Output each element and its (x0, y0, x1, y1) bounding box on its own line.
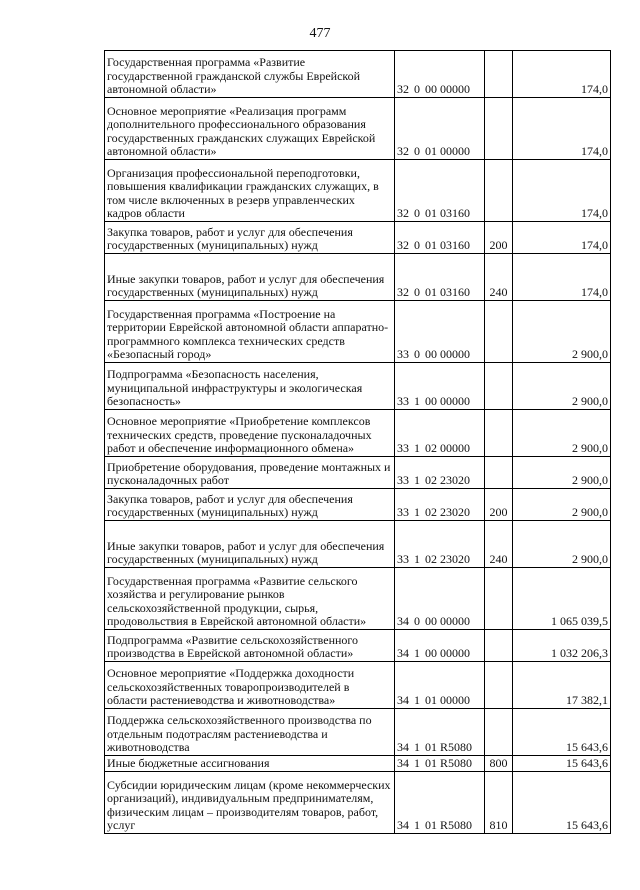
code-part: 1 (414, 756, 420, 771)
row-amount-cell: 2 900,0 (513, 457, 611, 489)
row-code-cell (395, 301, 485, 363)
code-part: 23020 (440, 473, 470, 488)
budget-table-body (105, 51, 611, 834)
page-number: 477 (309, 26, 331, 41)
code-part: 33 (397, 473, 409, 488)
row-amount-cell: 174,0 (513, 254, 611, 301)
code-part: 1 (414, 818, 420, 833)
row-name-cell: Государственная программа «Развитие государственной гражданской службы Еврейской автономной области» (105, 51, 395, 98)
code-part: 00000 (440, 441, 470, 456)
row-amount-cell: 2 900,0 (513, 410, 611, 457)
code-part: 0 (414, 82, 420, 97)
row-amount-cell: 15 643,6 (513, 709, 611, 756)
code-part: 00000 (440, 614, 470, 629)
code-part: 00000 (440, 693, 470, 708)
row-vr-cell (485, 51, 513, 98)
row-code-cell (395, 254, 485, 301)
code-part: 01 (425, 818, 437, 833)
code-part: 02 (425, 505, 437, 520)
row-name-cell: Организация профессиональной переподготовки, повышения квалификации гражданских служащих, в том числе включенных в резерв управленческих кадров области (105, 160, 395, 222)
table-row (105, 489, 611, 521)
row-vr-cell: 200 (485, 489, 513, 521)
code-part: 01 (425, 144, 437, 159)
code-part: 01 (425, 756, 437, 771)
row-vr-cell: 240 (485, 521, 513, 568)
row-code-cell (395, 363, 485, 410)
code-part: 1 (414, 394, 420, 409)
code-part: 00000 (440, 82, 470, 97)
code-part: 1 (414, 646, 420, 661)
code-part: 0 (414, 347, 420, 362)
code-part: 00000 (440, 646, 470, 661)
row-vr-cell (485, 662, 513, 709)
row-name-cell: Приобретение оборудования, проведение монтажных и пусконаладочных работ (105, 457, 395, 489)
table-row (105, 630, 611, 662)
row-name-cell: Субсидии юридическим лицам (кроме некоммерческих организаций), индивидуальным предпринимателям, физическим лицам – производителям товаров, работ, услуг (105, 772, 395, 834)
row-amount-cell: 1 032 206,3 (513, 630, 611, 662)
table-row (105, 222, 611, 254)
table-row (105, 662, 611, 709)
row-vr-cell (485, 301, 513, 363)
code-part: 03160 (440, 238, 470, 253)
row-amount-cell: 174,0 (513, 222, 611, 254)
row-amount-cell: 15 643,6 (513, 772, 611, 834)
row-code-cell (395, 630, 485, 662)
row-vr-cell: 240 (485, 254, 513, 301)
row-name-cell: Основное мероприятие «Приобретение комплексов технических средств, проведение пусконаладочных работ и обеспечение информационного обмена» (105, 410, 395, 457)
code-part: 1 (414, 473, 420, 488)
row-vr-cell (485, 410, 513, 457)
row-vr-cell (485, 363, 513, 410)
code-part: 1 (414, 441, 420, 456)
row-amount-cell: 15 643,6 (513, 756, 611, 772)
code-part: 02 (425, 441, 437, 456)
row-name-cell: Государственная программа «Развитие сельского хозяйства и регулирование рынков сельскохозяйственной продукции, сырья, продовольствия в Еврейской автономной области» (105, 568, 395, 630)
code-part: 34 (397, 614, 409, 629)
code-part: R5080 (440, 740, 473, 755)
row-name-cell: Иные закупки товаров, работ и услуг для обеспечения государственных (муниципальных) нужд (105, 254, 395, 301)
code-part: 00 (425, 82, 437, 97)
row-vr-cell (485, 630, 513, 662)
code-part: 02 (425, 473, 437, 488)
code-part: 32 (397, 238, 409, 253)
code-part: 33 (397, 552, 409, 567)
code-part: 01 (425, 238, 437, 253)
row-vr-cell: 810 (485, 772, 513, 834)
row-code-cell (395, 662, 485, 709)
table-row (105, 98, 611, 160)
table-row (105, 457, 611, 489)
row-code-cell (395, 410, 485, 457)
code-part: 00 (425, 394, 437, 409)
code-part: 01 (425, 206, 437, 221)
code-part: R5080 (440, 818, 473, 833)
row-name-cell: Государственная программа «Построение на территории Еврейской автономной области аппаратно-программного комплекса технических средств «Безопасный город» (105, 301, 395, 363)
row-vr-cell: 200 (485, 222, 513, 254)
code-part: 34 (397, 740, 409, 755)
row-amount-cell: 17 382,1 (513, 662, 611, 709)
code-part: 00 (425, 646, 437, 661)
row-code-cell (395, 568, 485, 630)
code-part: 0 (414, 206, 420, 221)
row-name-cell: Подпрограмма «Развитие сельскохозяйственного производства в Еврейской автономной области» (105, 630, 395, 662)
code-part: 32 (397, 82, 409, 97)
table-row (105, 51, 611, 98)
row-name-cell: Иные закупки товаров, работ и услуг для обеспечения государственных (муниципальных) нужд (105, 521, 395, 568)
code-part: 00000 (440, 144, 470, 159)
row-name-cell: Закупка товаров, работ и услуг для обеспечения государственных (муниципальных) нужд (105, 489, 395, 521)
code-part: 1 (414, 552, 420, 567)
code-part: 32 (397, 144, 409, 159)
row-vr-cell (485, 160, 513, 222)
code-part: 1 (414, 693, 420, 708)
row-code-cell (395, 98, 485, 160)
row-code-cell (395, 222, 485, 254)
code-part: 23020 (440, 552, 470, 567)
code-part: 33 (397, 441, 409, 456)
code-part: 34 (397, 693, 409, 708)
row-amount-cell: 174,0 (513, 98, 611, 160)
code-part: 01 (425, 285, 437, 300)
code-part: 0 (414, 238, 420, 253)
code-part: 33 (397, 347, 409, 362)
code-part: 32 (397, 285, 409, 300)
table-row (105, 254, 611, 301)
code-part: 00 (425, 347, 437, 362)
row-amount-cell: 1 065 039,5 (513, 568, 611, 630)
code-part: 0 (414, 144, 420, 159)
row-amount-cell: 2 900,0 (513, 489, 611, 521)
row-name-cell: Поддержка сельскохозяйственного производства по отдельным подотраслям растениеводства и животноводства (105, 709, 395, 756)
row-vr-cell (485, 457, 513, 489)
row-code-cell (395, 772, 485, 834)
table-row (105, 772, 611, 834)
table-row (105, 363, 611, 410)
code-part: 03160 (440, 285, 470, 300)
row-name-cell: Закупка товаров, работ и услуг для обеспечения государственных (муниципальных) нужд (105, 222, 395, 254)
row-code-cell (395, 51, 485, 98)
table-row (105, 410, 611, 457)
row-amount-cell: 2 900,0 (513, 301, 611, 363)
row-vr-cell (485, 98, 513, 160)
code-part: 34 (397, 818, 409, 833)
row-amount-cell: 174,0 (513, 51, 611, 98)
code-part: 00000 (440, 394, 470, 409)
table-row (105, 709, 611, 756)
row-name-cell: Подпрограмма «Безопасность населения, муниципальной инфраструктуры и экологическая безопасность» (105, 363, 395, 410)
row-vr-cell (485, 709, 513, 756)
row-code-cell (395, 756, 485, 772)
code-part: 00 (425, 614, 437, 629)
table-row (105, 521, 611, 568)
code-part: 01 (425, 740, 437, 755)
row-code-cell (395, 457, 485, 489)
row-code-cell (395, 489, 485, 521)
code-part: R5080 (440, 756, 473, 771)
row-code-cell (395, 709, 485, 756)
code-part: 33 (397, 505, 409, 520)
code-part: 0 (414, 614, 420, 629)
code-part: 03160 (440, 206, 470, 221)
code-part: 33 (397, 394, 409, 409)
table-row (105, 568, 611, 630)
code-part: 02 (425, 552, 437, 567)
code-part: 32 (397, 206, 409, 221)
code-part: 00000 (440, 347, 470, 362)
row-name-cell: Иные бюджетные ассигнования (105, 756, 395, 772)
code-part: 23020 (440, 505, 470, 520)
row-name-cell: Основное мероприятие «Поддержка доходности сельскохозяйственных товаропроизводителей в области растениеводства и животноводства» (105, 662, 395, 709)
table-row (105, 301, 611, 363)
row-code-cell (395, 521, 485, 568)
code-part: 0 (414, 285, 420, 300)
row-amount-cell: 174,0 (513, 160, 611, 222)
code-part: 34 (397, 646, 409, 661)
row-vr-cell (485, 568, 513, 630)
table-row (105, 756, 611, 772)
row-vr-cell: 800 (485, 756, 513, 772)
code-part: 1 (414, 505, 420, 520)
row-name-cell: Основное мероприятие «Реализация программ дополнительного профессионального образования государственных гражданских служащих Еврейской автономной области» (105, 98, 395, 160)
code-part: 01 (425, 693, 437, 708)
table-row (105, 160, 611, 222)
budget-table (104, 50, 611, 834)
row-code-cell (395, 160, 485, 222)
row-amount-cell: 2 900,0 (513, 363, 611, 410)
code-part: 1 (414, 740, 420, 755)
code-part: 34 (397, 756, 409, 771)
row-amount-cell: 2 900,0 (513, 521, 611, 568)
